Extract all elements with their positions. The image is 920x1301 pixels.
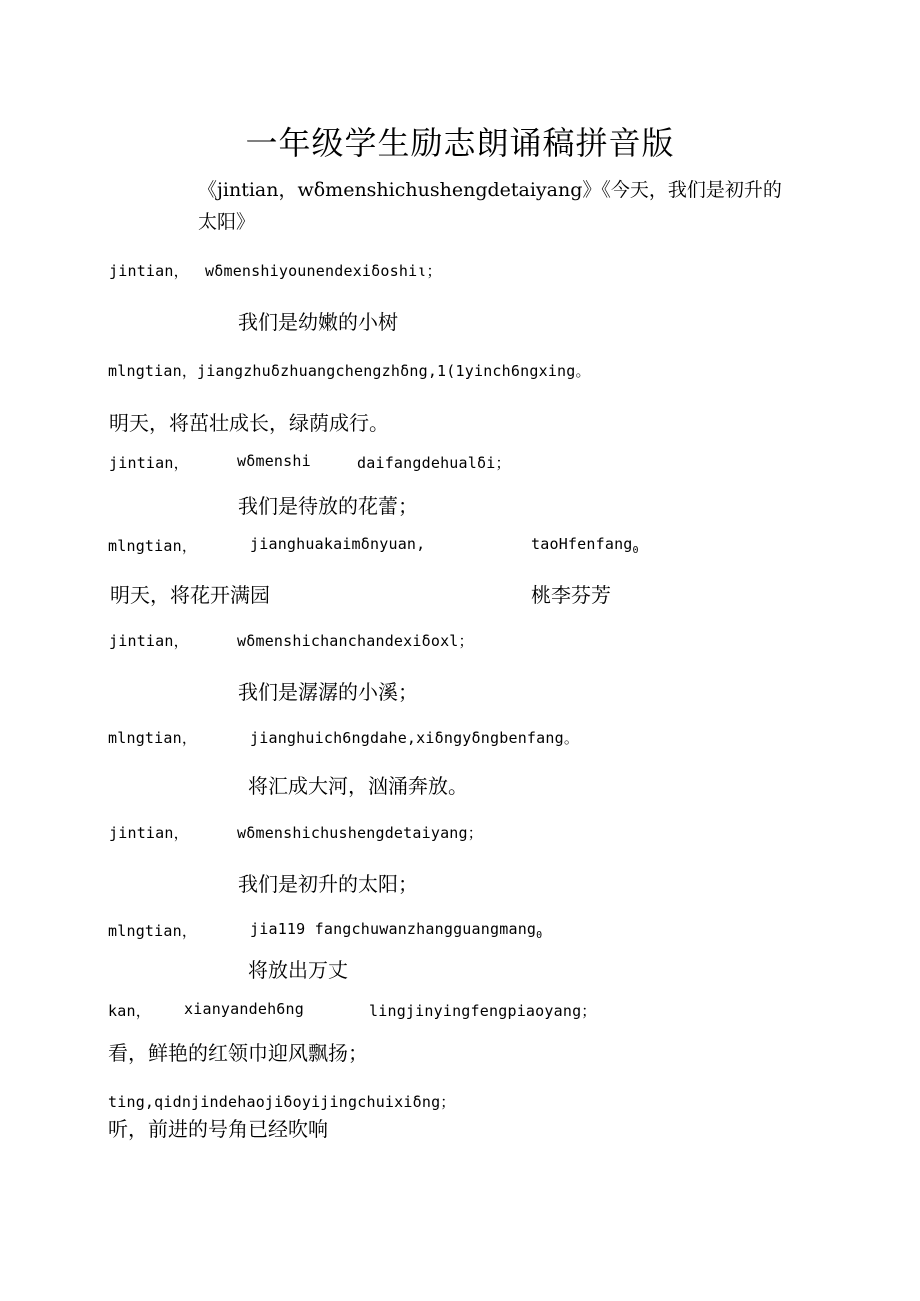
pinyin-line: xianyandeh6ng	[184, 1000, 304, 1018]
chinese-line: 我们是幼嫩的小树	[238, 310, 398, 334]
pinyin-line: jintian，	[109, 824, 189, 842]
chinese-line: 看，鲜艳的红领巾迎风飘扬；	[108, 1041, 368, 1065]
chinese-line: 明天，将茁壮成长，绿荫成行。	[109, 411, 389, 435]
pinyin-line: jintian，	[109, 262, 189, 280]
pinyin-line: kan，	[108, 1002, 151, 1020]
chinese-line: 将放出万丈	[248, 958, 348, 982]
pinyin-line: mlngtian，	[108, 922, 198, 940]
pinyin-line: daifangdehualδi；	[357, 454, 511, 472]
pinyin-line: wδmenshichanchandexiδoxl；	[237, 632, 474, 650]
pinyin-line: jianghuakaimδnyuan,	[250, 535, 426, 553]
pinyin-line: jintian，	[109, 632, 189, 650]
chinese-line: 桃李芬芳	[531, 583, 611, 607]
pinyin-line: mlngtian，jiangzhuδzhuangchengzhδng,1(1yinch6ngxing。	[108, 362, 591, 380]
chinese-line: 我们是初升的太阳；	[238, 872, 418, 896]
chinese-line: 听，前进的号角已经吹响	[108, 1117, 328, 1141]
pinyin-line: mlngtian，	[108, 729, 198, 747]
chinese-line: 将汇成大河，汹涌奔放。	[248, 774, 468, 798]
pinyin-line: wδmenshiyounendexiδoshiι；	[205, 262, 442, 280]
chinese-line: 我们是潺潺的小溪；	[238, 680, 418, 704]
pinyin-line: taoHfenfang$_0$	[531, 535, 639, 556]
pinyin-line: mlngtian，	[108, 537, 198, 555]
document-subtitle: 《jintian，wδmenshichushengdetaiyang》《今天，我们是初升的太阳》	[198, 179, 782, 233]
pinyin-line: jintian，	[109, 454, 189, 472]
chinese-line: 我们是待放的花蕾；	[238, 494, 418, 518]
pinyin-line: lingjinyingfengpiaoyang；	[369, 1002, 597, 1020]
pinyin-line: wδmenshichushengdetaiyang；	[237, 824, 483, 842]
pinyin-line: jianghuich6ngdahe,xiδngyδngbenfang。	[250, 729, 580, 747]
pinyin-line: ting,qidnjindehaojiδoyijingchuixiδng；	[108, 1093, 456, 1111]
document-title: 一年级学生励志朗诵稿拼音版	[245, 124, 675, 162]
pinyin-line: wδmenshi	[237, 452, 311, 470]
pinyin-line: jia119 fangchuwanzhangguangmang$_0$	[250, 920, 543, 941]
chinese-line: 明天，将花开满园	[110, 583, 270, 607]
